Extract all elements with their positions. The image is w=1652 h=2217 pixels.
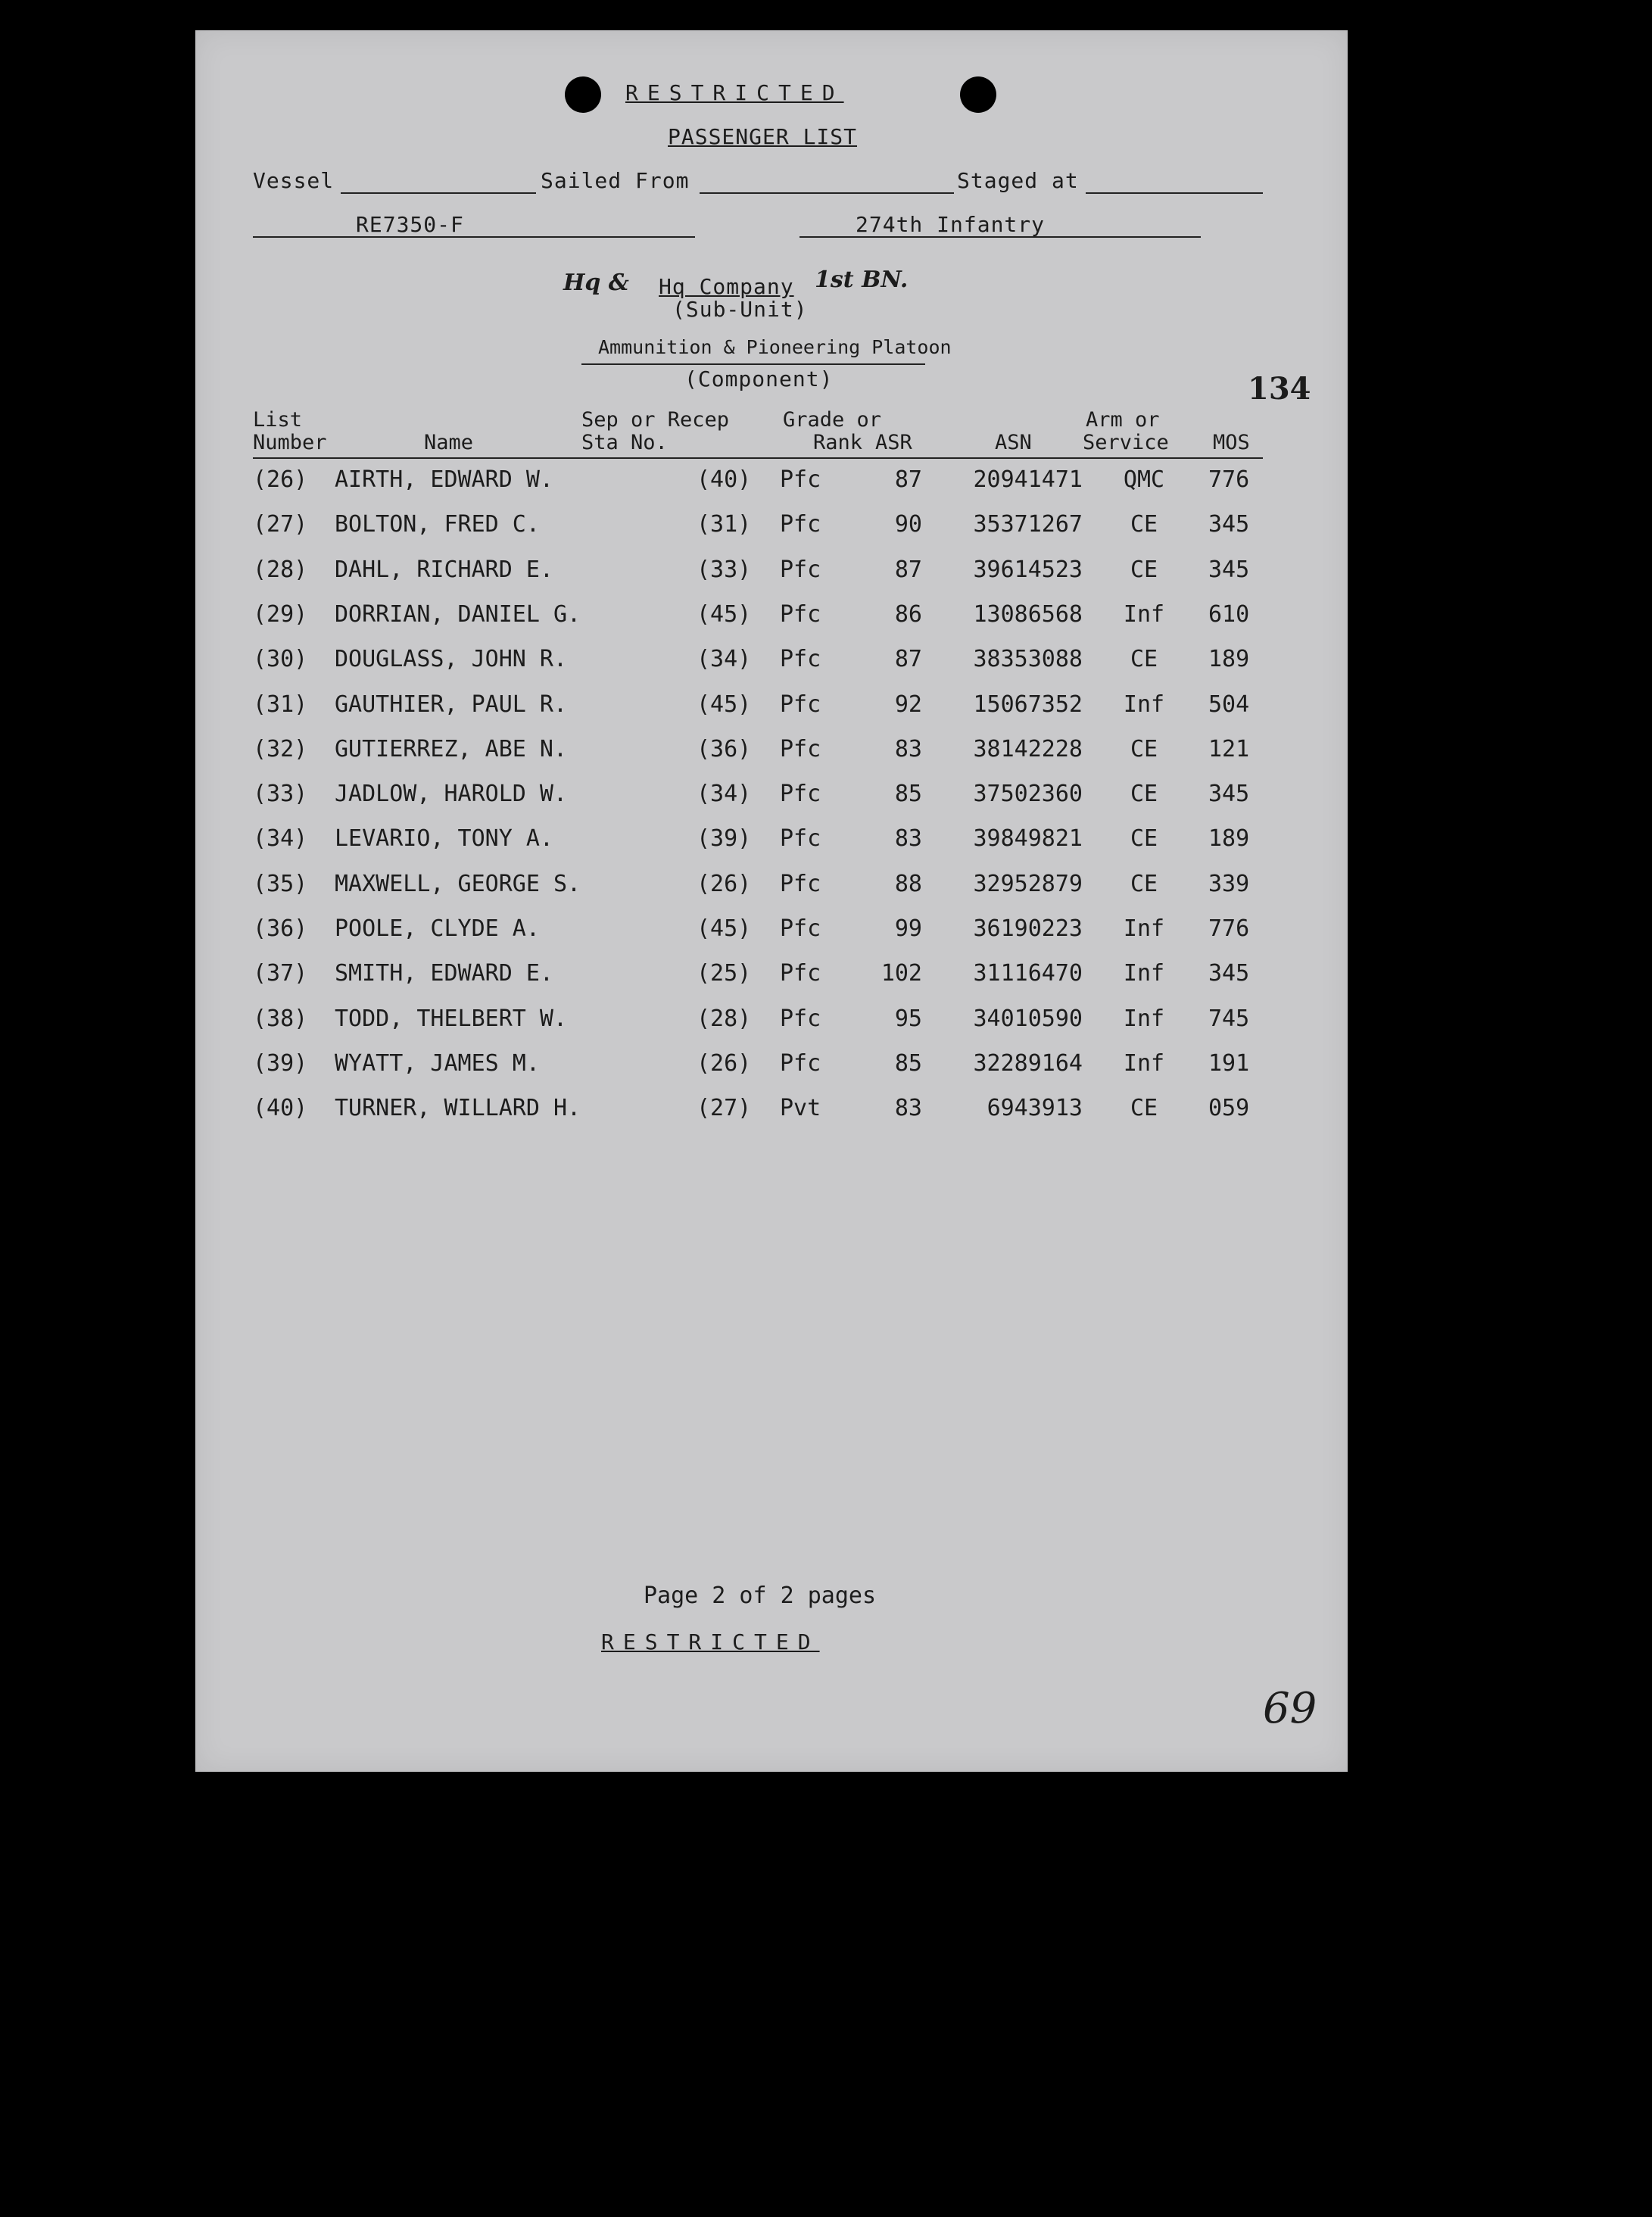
- cell-sep: (31): [697, 511, 752, 538]
- handwritten-suffix: 1st BN.: [815, 267, 909, 293]
- cell-name: POOLE, CLYDE A.: [335, 915, 540, 942]
- cell-num: (38): [253, 1005, 308, 1032]
- cell-asr: 85: [894, 781, 922, 808]
- col-sep-recep: Sep or Recep Sta No.: [581, 408, 730, 454]
- sub-unit-caption: (Sub-Unit): [672, 297, 808, 322]
- cell-grade: Pfc: [780, 870, 821, 897]
- cell-name: TURNER, WILLARD H.: [335, 1095, 581, 1122]
- table-row: [195, 915, 1348, 959]
- table-row: [195, 601, 1348, 645]
- cell-grade: Pfc: [780, 735, 821, 762]
- cell-asr: 87: [894, 556, 922, 583]
- cell-grade: Pfc: [780, 691, 821, 718]
- cell-name: DORRIAN, DANIEL G.: [335, 600, 581, 628]
- cell-asn: 38142228: [973, 735, 1083, 762]
- page-indicator: Page 2 of 2 pages: [644, 1582, 877, 1609]
- cell-asn: 39849821: [973, 825, 1083, 853]
- cell-grade: Pfc: [780, 556, 821, 583]
- cell-asr: 83: [894, 825, 922, 853]
- cell-grade: Pfc: [780, 1049, 821, 1077]
- cell-asr: 87: [894, 466, 922, 493]
- cell-arm: CE: [1130, 646, 1158, 673]
- cell-sep: (34): [697, 781, 752, 808]
- table-row: [195, 1006, 1348, 1049]
- staged-at-label: Staged at: [957, 168, 1079, 193]
- shipment-underline: [253, 236, 695, 238]
- cell-sep: (26): [697, 870, 752, 897]
- cell-num: (34): [253, 825, 308, 853]
- cell-name: MAXWELL, GEORGE S.: [335, 870, 581, 897]
- cell-asn: 37502360: [973, 781, 1083, 808]
- cell-arm: Inf: [1123, 691, 1165, 718]
- cell-arm: Inf: [1123, 960, 1165, 987]
- cell-name: DAHL, RICHARD E.: [335, 556, 553, 583]
- cell-grade: Pfc: [780, 466, 821, 493]
- cell-mos: 191: [1208, 1049, 1250, 1077]
- cell-grade: Pfc: [780, 915, 821, 942]
- cell-name: BOLTON, FRED C.: [335, 511, 540, 538]
- cell-mos: 745: [1208, 1005, 1250, 1032]
- classification-header: RESTRICTED: [625, 80, 844, 105]
- cell-num: (33): [253, 781, 308, 808]
- table-row: [195, 736, 1348, 780]
- cell-asn: 20941471: [973, 466, 1083, 493]
- cell-sep: (39): [697, 825, 752, 853]
- cell-num: (30): [253, 646, 308, 673]
- table-row: [195, 557, 1348, 600]
- cell-asn: 15067352: [973, 691, 1083, 718]
- table-row: [195, 1050, 1348, 1094]
- cell-grade: Pvt: [780, 1095, 821, 1122]
- cell-num: (29): [253, 600, 308, 628]
- handwritten-page-number: 69: [1263, 1684, 1317, 1733]
- sailed-from-blank: [700, 192, 954, 194]
- table-row: [195, 466, 1348, 510]
- cell-asn: 36190223: [973, 915, 1083, 942]
- cell-asr: 95: [894, 1005, 922, 1032]
- table-row: [195, 960, 1348, 1004]
- cell-grade: Pfc: [780, 960, 821, 987]
- cell-mos: 189: [1208, 825, 1250, 853]
- document-page: [195, 30, 1348, 1772]
- cell-mos: 345: [1208, 960, 1250, 987]
- cell-asr: 102: [881, 960, 922, 987]
- col-mos: MOS: [1213, 431, 1250, 454]
- cell-num: (32): [253, 735, 308, 762]
- cell-sep: (33): [697, 556, 752, 583]
- shipment-number: RE7350-F: [356, 212, 464, 237]
- cell-asn: 32952879: [973, 870, 1083, 897]
- cell-name: DOUGLASS, JOHN R.: [335, 646, 568, 673]
- cell-sep: (26): [697, 1049, 752, 1077]
- cell-mos: 059: [1208, 1095, 1250, 1122]
- cell-asr: 86: [894, 600, 922, 628]
- cell-mos: 339: [1208, 870, 1250, 897]
- cell-arm: CE: [1130, 870, 1158, 897]
- cell-asr: 83: [894, 1095, 922, 1122]
- cell-mos: 776: [1208, 466, 1250, 493]
- staged-at-blank: [1086, 192, 1263, 194]
- cell-grade: Pfc: [780, 600, 821, 628]
- cell-mos: 345: [1208, 556, 1250, 583]
- cell-grade: Pfc: [780, 825, 821, 853]
- cell-asn: 13086568: [973, 600, 1083, 628]
- cell-arm: CE: [1130, 511, 1158, 538]
- cell-sep: (25): [697, 960, 752, 987]
- cell-grade: Pfc: [780, 781, 821, 808]
- cell-name: WYATT, JAMES M.: [335, 1049, 540, 1077]
- punch-hole: [960, 76, 996, 113]
- table-row: [195, 871, 1348, 915]
- cell-name: JADLOW, HAROLD W.: [335, 781, 568, 808]
- cell-grade: Pfc: [780, 646, 821, 673]
- cell-num: (27): [253, 511, 308, 538]
- table-row: [195, 691, 1348, 735]
- cell-asr: 83: [894, 735, 922, 762]
- cell-mos: 504: [1208, 691, 1250, 718]
- table-row: [195, 511, 1348, 555]
- sailed-from-label: Sailed From: [541, 168, 690, 193]
- cell-mos: 121: [1208, 735, 1250, 762]
- cell-num: (37): [253, 960, 308, 987]
- component-underline: [581, 363, 925, 365]
- component-caption: (Component): [684, 366, 834, 391]
- cell-arm: Inf: [1123, 915, 1165, 942]
- handwritten-prefix: Hq &: [563, 270, 629, 296]
- cell-asr: 92: [894, 691, 922, 718]
- cell-sep: (28): [697, 1005, 752, 1032]
- cell-arm: Inf: [1123, 600, 1165, 628]
- regiment: 274th Infantry: [856, 212, 1046, 237]
- cell-grade: Pfc: [780, 511, 821, 538]
- cell-name: SMITH, EDWARD E.: [335, 960, 553, 987]
- cell-sep: (34): [697, 646, 752, 673]
- cell-sep: (27): [697, 1095, 752, 1122]
- cell-grade: Pfc: [780, 1005, 821, 1032]
- col-list-number: List Number: [253, 408, 327, 454]
- cell-asn: 38353088: [973, 646, 1083, 673]
- col-asr: ASR: [875, 431, 912, 454]
- cell-arm: CE: [1130, 556, 1158, 583]
- cell-arm: CE: [1130, 781, 1158, 808]
- cell-arm: Inf: [1123, 1005, 1165, 1032]
- cell-num: (40): [253, 1095, 308, 1122]
- col-name: Name: [424, 431, 474, 454]
- table-row: [195, 825, 1348, 869]
- cell-num: (31): [253, 691, 308, 718]
- header-rule: [253, 457, 1263, 459]
- cell-asr: 88: [894, 870, 922, 897]
- cell-num: (36): [253, 915, 308, 942]
- cell-asr: 87: [894, 646, 922, 673]
- cell-name: LEVARIO, TONY A.: [335, 825, 553, 853]
- table-row: [195, 1095, 1348, 1139]
- cell-asn: 39614523: [973, 556, 1083, 583]
- cell-num: (26): [253, 466, 308, 493]
- cell-mos: 189: [1208, 646, 1250, 673]
- cell-asn: 32289164: [973, 1049, 1083, 1077]
- cell-asr: 85: [894, 1049, 922, 1077]
- sub-unit: Hq Company: [659, 274, 794, 299]
- table-row: [195, 781, 1348, 825]
- table-row: [195, 646, 1348, 690]
- vessel-blank: [341, 192, 536, 194]
- cell-sep: (36): [697, 735, 752, 762]
- cell-asn: 34010590: [973, 1005, 1083, 1032]
- cell-sep: (40): [697, 466, 752, 493]
- cell-name: TODD, THELBERT W.: [335, 1005, 568, 1032]
- cell-num: (28): [253, 556, 308, 583]
- cell-arm: CE: [1130, 825, 1158, 853]
- vessel-label: Vessel: [253, 168, 335, 193]
- cell-arm: Inf: [1123, 1049, 1165, 1077]
- cell-mos: 345: [1208, 781, 1250, 808]
- cell-asr: 90: [894, 511, 922, 538]
- cell-name: AIRTH, EDWARD W.: [335, 466, 553, 493]
- classification-footer: RESTRICTED: [601, 1629, 820, 1654]
- cell-num: (39): [253, 1049, 308, 1077]
- cell-mos: 776: [1208, 915, 1250, 942]
- cell-sep: (45): [697, 915, 752, 942]
- col-asn: ASN: [995, 431, 1032, 454]
- cell-arm: QMC: [1123, 466, 1165, 493]
- cell-asn: 6943913: [987, 1095, 1083, 1122]
- cell-name: GAUTHIER, PAUL R.: [335, 691, 568, 718]
- stamp-number: 134: [1248, 371, 1311, 407]
- cell-asn: 31116470: [973, 960, 1083, 987]
- cell-sep: (45): [697, 691, 752, 718]
- cell-mos: 610: [1208, 600, 1250, 628]
- cell-asr: 99: [894, 915, 922, 942]
- cell-arm: CE: [1130, 1095, 1158, 1122]
- cell-mos: 345: [1208, 511, 1250, 538]
- component: Ammunition & Pioneering Platoon: [598, 336, 952, 358]
- cell-asn: 35371267: [973, 511, 1083, 538]
- cell-name: GUTIERREZ, ABE N.: [335, 735, 568, 762]
- col-grade-rank: Grade or Rank: [783, 408, 882, 454]
- cell-num: (35): [253, 870, 308, 897]
- cell-sep: (45): [697, 600, 752, 628]
- cell-arm: CE: [1130, 735, 1158, 762]
- list-title: PASSENGER LIST: [668, 124, 858, 149]
- col-arm-service: Arm or Service: [1083, 408, 1169, 454]
- punch-hole: [565, 76, 601, 113]
